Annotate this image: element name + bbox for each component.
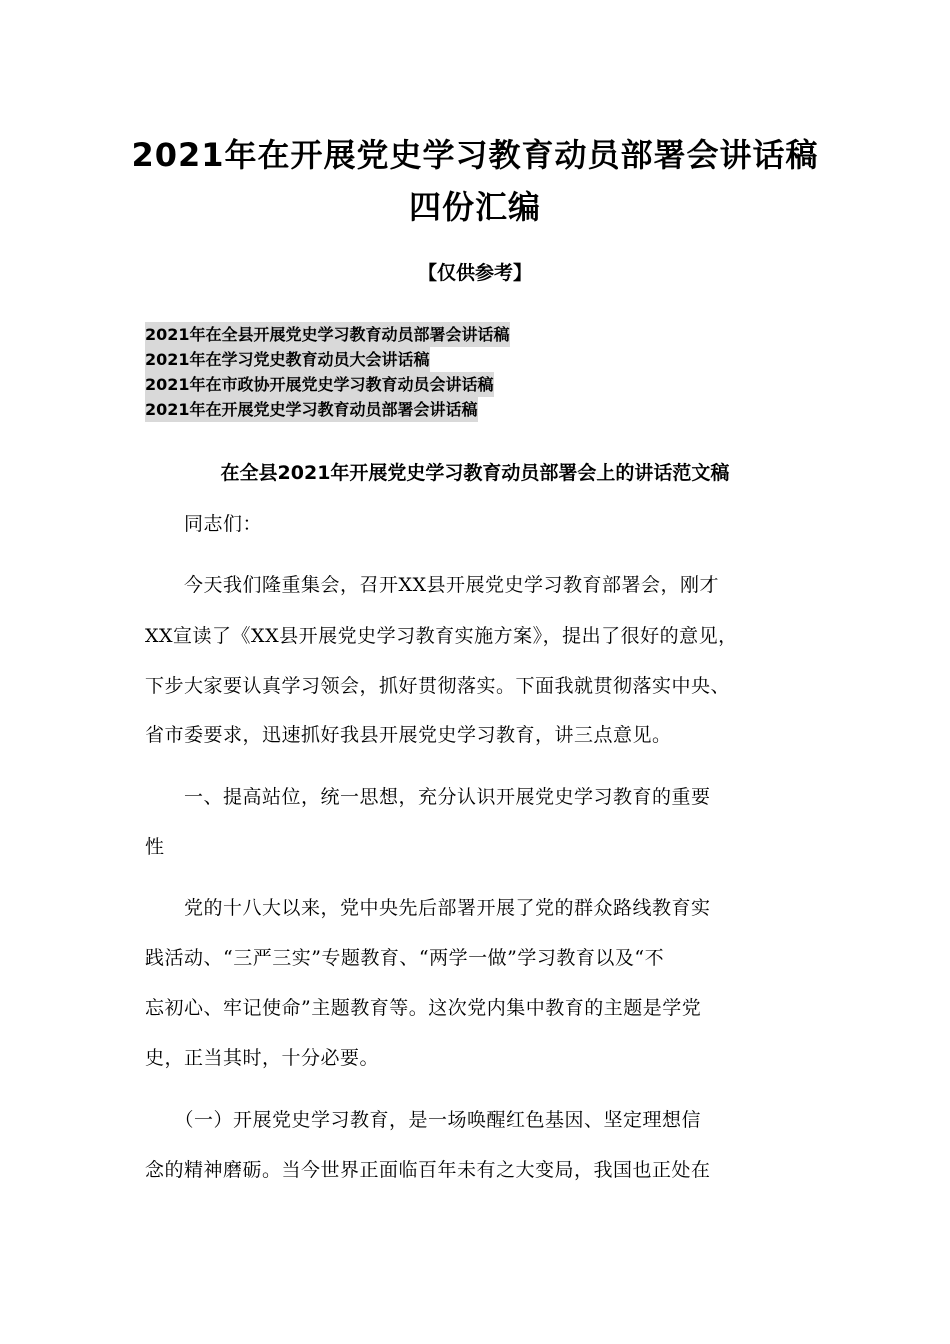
toc-item[interactable]: 2021年在开展党史学习教育动员部署会讲话稿: [145, 397, 478, 422]
toc-item[interactable]: 2021年在学习党史教育动员大会讲话稿: [145, 347, 430, 372]
reference-note: 【仅供参考】: [417, 262, 532, 284]
body-text-line: 一、提高站位，统一思想，充分认识开展党史学习教育的重要: [145, 786, 711, 808]
body-text-line: 性: [145, 836, 165, 858]
body-text-line: 史，正当其时，十分必要。: [145, 1047, 380, 1069]
table-of-contents: [145, 322, 510, 422]
body-text-line: 忘初心、牢记使命”主题教育等。这次党内集中教育的主题是学党: [145, 997, 702, 1019]
document-title-line-1: 2021年在开展党史学习教育动员部署会讲话稿: [131, 136, 819, 174]
toc-item[interactable]: 2021年在市政协开展党史学习教育动员会讲话稿: [145, 372, 494, 397]
document-title-line-2: 四份汇编: [408, 188, 541, 226]
body-text-line: 下步大家要认真学习领会，抓好贯彻落实。下面我就贯彻落实中央、: [145, 675, 731, 697]
speech-title: 在全县2021年开展党史学习教育动员部署会上的讲话范文稿: [220, 462, 730, 484]
body-text-line: 省市委要求，迅速抓好我县开展党史学习教育，讲三点意见。: [145, 724, 672, 746]
body-text-line: 今天我们隆重集会，召开XX县开展党史学习教育部署会，刚才: [145, 574, 720, 596]
body-text-line: 践活动、“三严三实”专题教育、“两学一做”学习教育以及“不: [145, 947, 665, 969]
toc-item[interactable]: 2021年在全县开展党史学习教育动员部署会讲话稿: [145, 322, 510, 347]
body-text-line: 党的十八大以来，党中央先后部署开展了党的群众路线教育实: [145, 897, 711, 919]
body-text-line: 同志们：: [145, 513, 263, 535]
body-text-line: 念的精神磨砺。当今世界正面临百年未有之大变局，我国也正处在: [145, 1159, 711, 1181]
body-text-line: （一）开展党史学习教育，是一场唤醒红色基因、坚定理想信: [145, 1109, 702, 1131]
body-text-line: XX宣读了《XX县开展党史学习教育实施方案》，提出了很好的意见，: [145, 625, 738, 647]
